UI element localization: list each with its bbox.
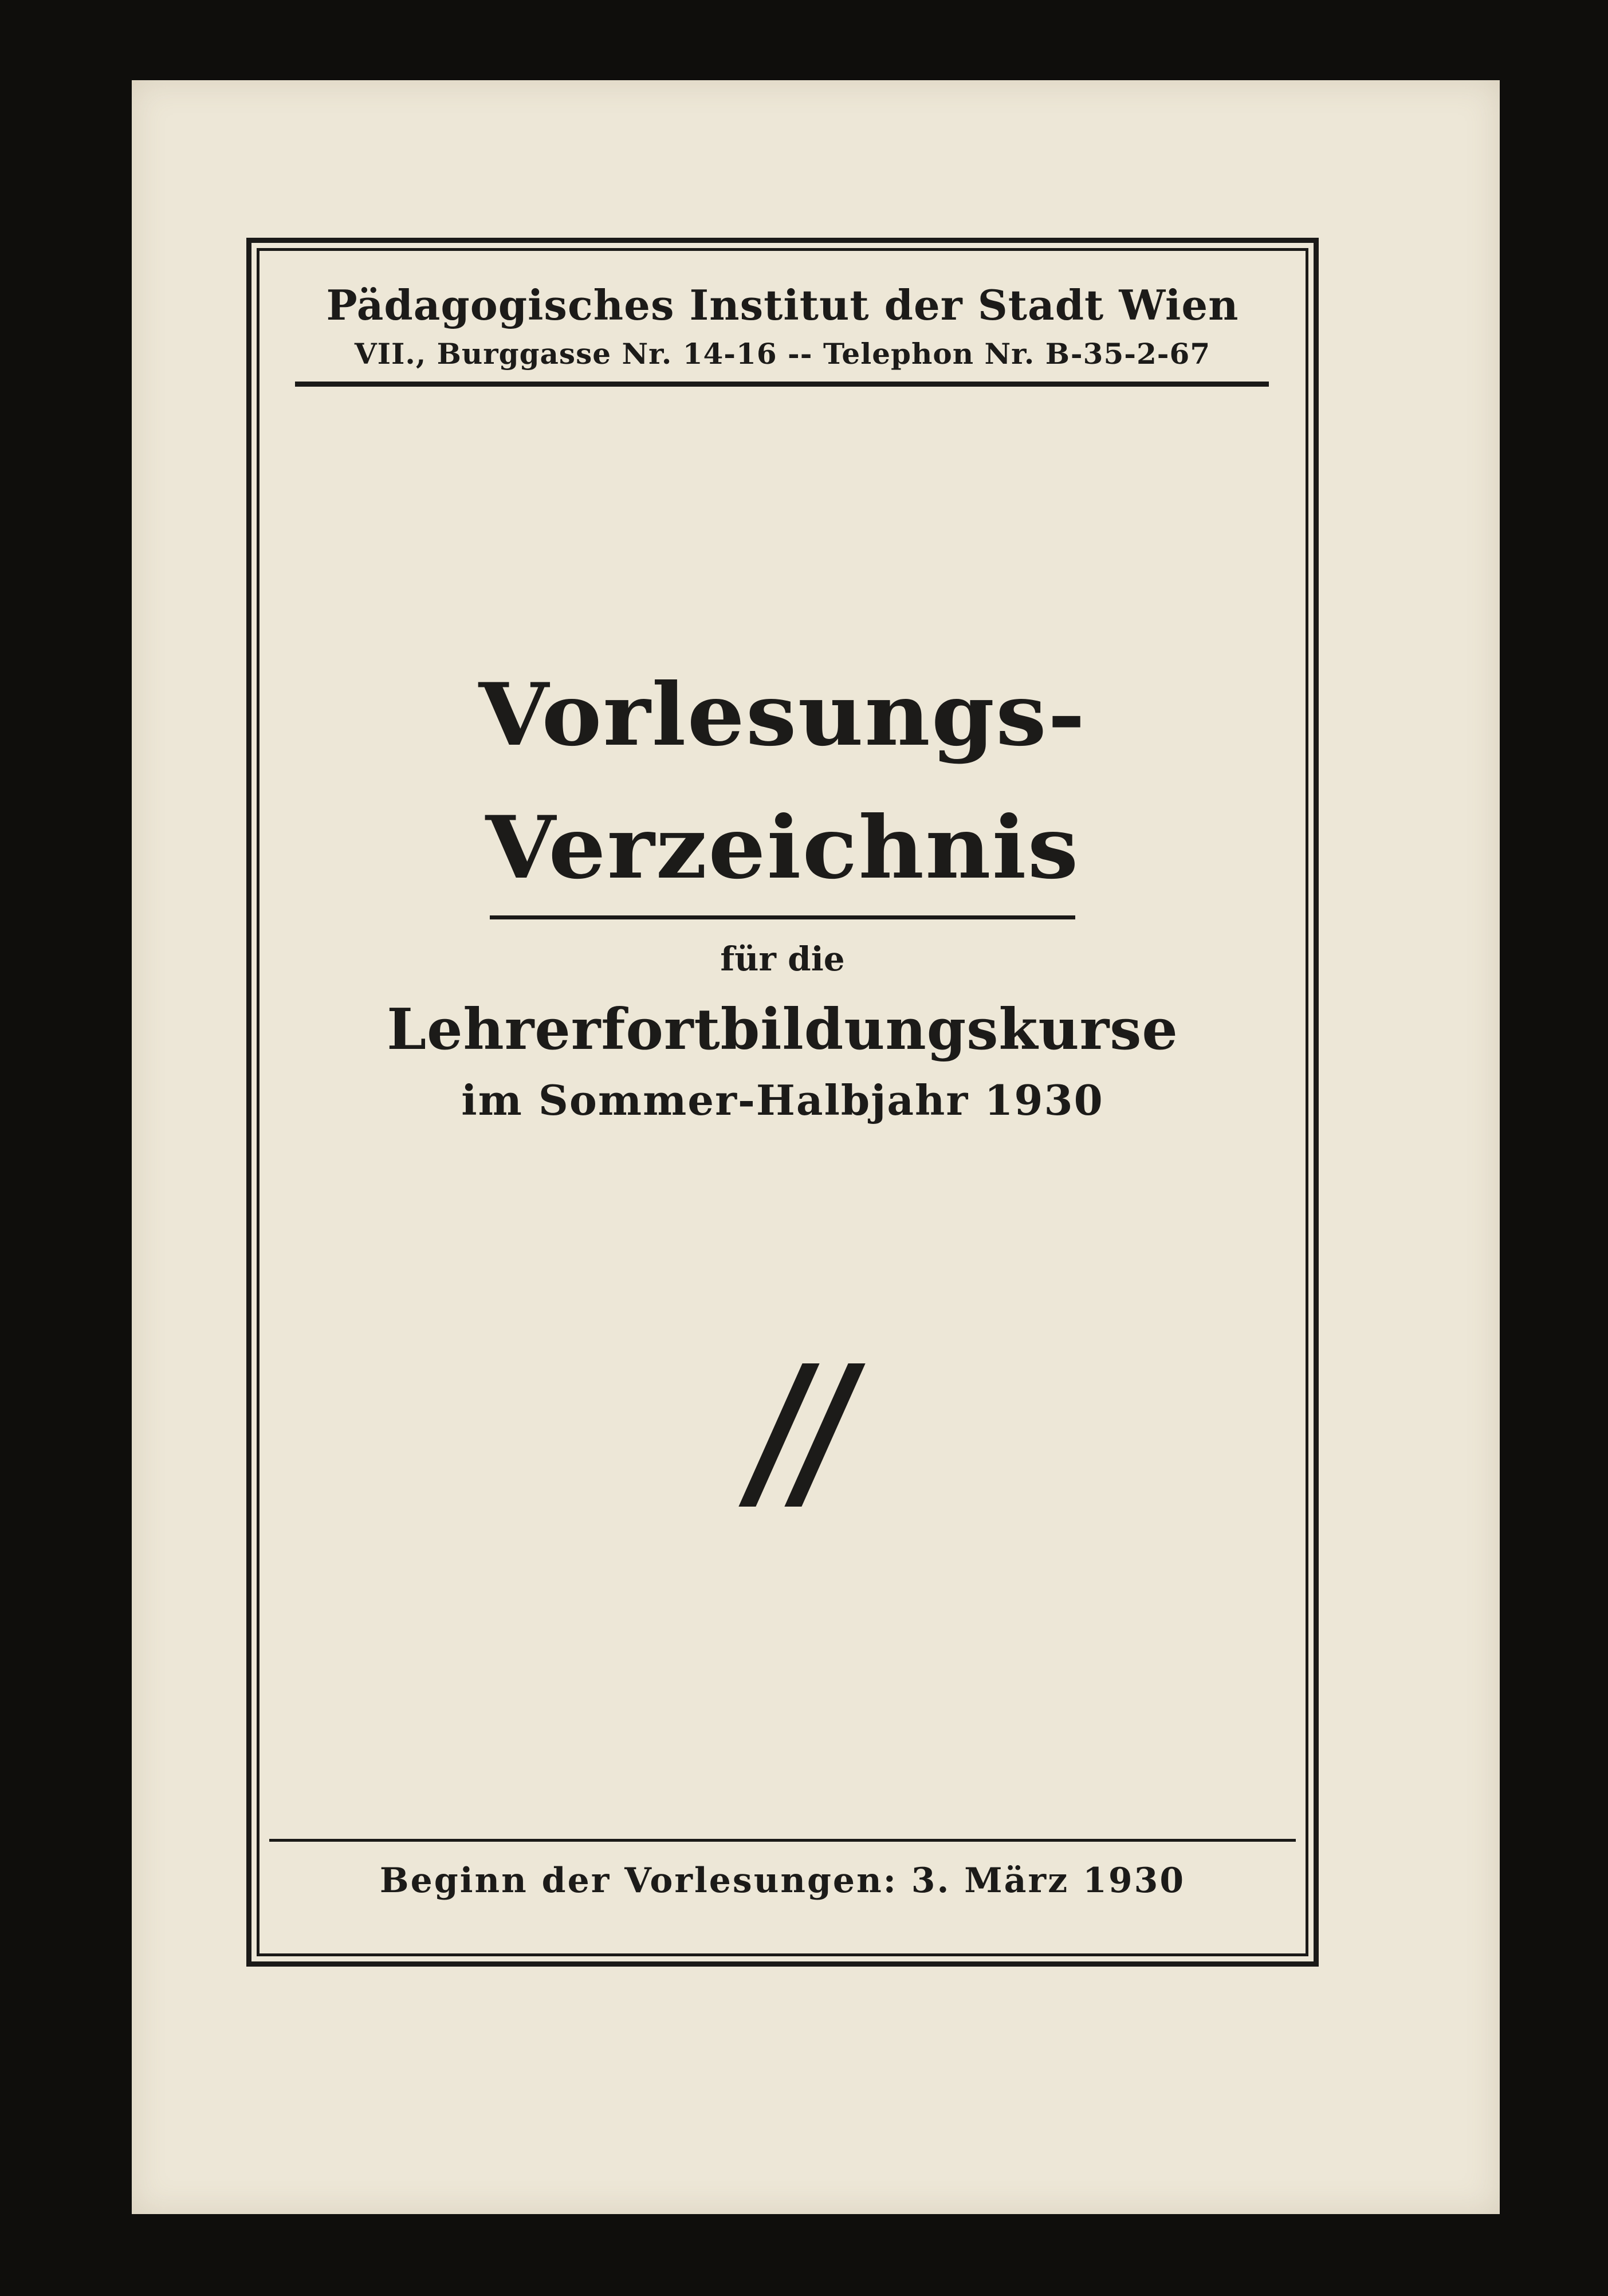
lecture-start-date: Beginn der Vorlesungen: 3. März 1930	[379, 1861, 1186, 1901]
title-line-1: Vorlesungs-	[478, 665, 1087, 765]
institute-address: VII., Burggasse Nr. 14-16 -- Telephon Nr. B-35-2-67	[354, 337, 1211, 371]
subtitle-courses: Lehrerfortbildungskurse	[387, 997, 1178, 1063]
subtitle-semester: im Sommer-Halbjahr 1930	[461, 1076, 1104, 1125]
title-line-2: Verzeichnis	[485, 797, 1080, 898]
title-underline	[490, 915, 1075, 919]
footer-divider	[269, 1839, 1296, 1842]
header-divider	[295, 382, 1269, 387]
subtitle-for: für die	[720, 939, 845, 978]
institute-name: Pädagogisches Institut der Stadt Wien	[326, 281, 1239, 329]
